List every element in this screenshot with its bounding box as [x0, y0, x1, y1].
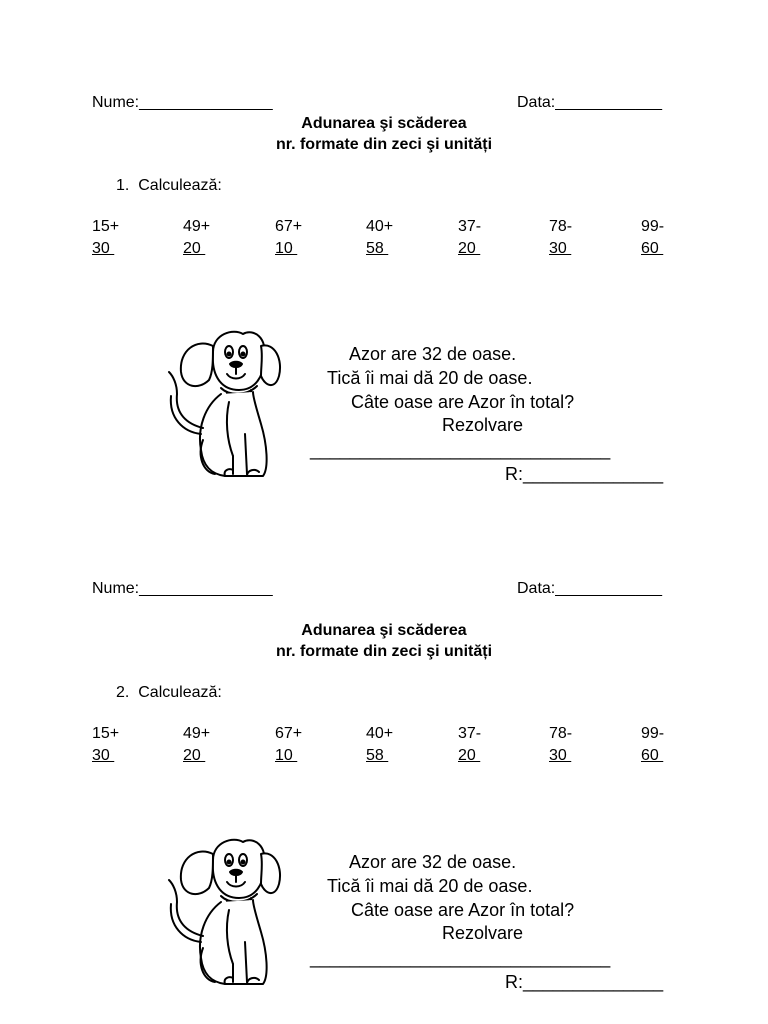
date-field: Data:____________ — [517, 94, 663, 111]
name-field: Nume:_______________ — [92, 580, 273, 597]
story-question: Câte oase are Azor în total? — [351, 900, 575, 920]
problem-bottom: 58 — [366, 747, 389, 764]
worksheet-title: Adunarea şi scăderea — [301, 622, 467, 639]
problem-bottom: 30 — [549, 240, 572, 257]
worksheet-subtitle: nr. formate din zeci şi unități — [275, 136, 493, 153]
problem-bottom: 60 — [641, 240, 664, 257]
problem-bottom: 30 — [92, 747, 115, 764]
problem-top: 40+ — [366, 218, 394, 235]
problem-top: 15+ — [92, 725, 120, 742]
problem-bottom: 58 — [366, 240, 389, 257]
problem-top: 40+ — [366, 725, 394, 742]
solution-line: ______________________________ — [310, 948, 611, 968]
problem-bottom: 20 — [458, 240, 481, 257]
problem-bottom: 20 — [183, 240, 206, 257]
exercise-label: 2. Calculează: — [116, 684, 222, 701]
worksheet-title: Adunarea şi scăderea — [301, 115, 467, 132]
problem-top: 78- — [549, 725, 573, 742]
problem-top: 49+ — [183, 725, 211, 742]
problem-bottom: 20 — [183, 747, 206, 764]
exercise-label: 1. Calculează: — [116, 177, 222, 194]
problem-bottom: 20 — [458, 747, 481, 764]
problem-bottom: 30 — [92, 240, 115, 257]
worksheet-subtitle: nr. formate din zeci şi unități — [275, 643, 493, 660]
story-line: Tică îi mai dă 20 de oase. — [327, 368, 533, 388]
name-field: Nume:_______________ — [92, 94, 273, 111]
problem-top: 99- — [641, 218, 665, 235]
problem-bottom: 10 — [275, 240, 298, 257]
answer-field: R:______________ — [505, 464, 664, 484]
problem-top: 67+ — [275, 725, 303, 742]
solution-heading: Rezolvare — [442, 923, 524, 943]
problem-top: 99- — [641, 725, 665, 742]
problem-bottom: 60 — [641, 747, 664, 764]
solution-line: ______________________________ — [310, 440, 611, 460]
answer-field: R:______________ — [505, 972, 664, 992]
problem-bottom: 10 — [275, 747, 298, 764]
problem-top: 67+ — [275, 218, 303, 235]
story-line: Tică îi mai dă 20 de oase. — [327, 876, 533, 896]
dog-illustration — [167, 832, 283, 990]
problem-top: 37- — [458, 218, 482, 235]
problem-bottom: 30 — [549, 747, 572, 764]
solution-heading: Rezolvare — [442, 415, 524, 435]
story-question: Câte oase are Azor în total? — [351, 392, 575, 412]
story-line: Azor are 32 de oase. — [349, 344, 517, 364]
problem-top: 78- — [549, 218, 573, 235]
story-line: Azor are 32 de oase. — [349, 852, 517, 872]
date-field: Data:____________ — [517, 580, 663, 597]
problem-top: 15+ — [92, 218, 120, 235]
problem-top: 37- — [458, 725, 482, 742]
problem-top: 49+ — [183, 218, 211, 235]
dog-illustration — [167, 324, 283, 482]
